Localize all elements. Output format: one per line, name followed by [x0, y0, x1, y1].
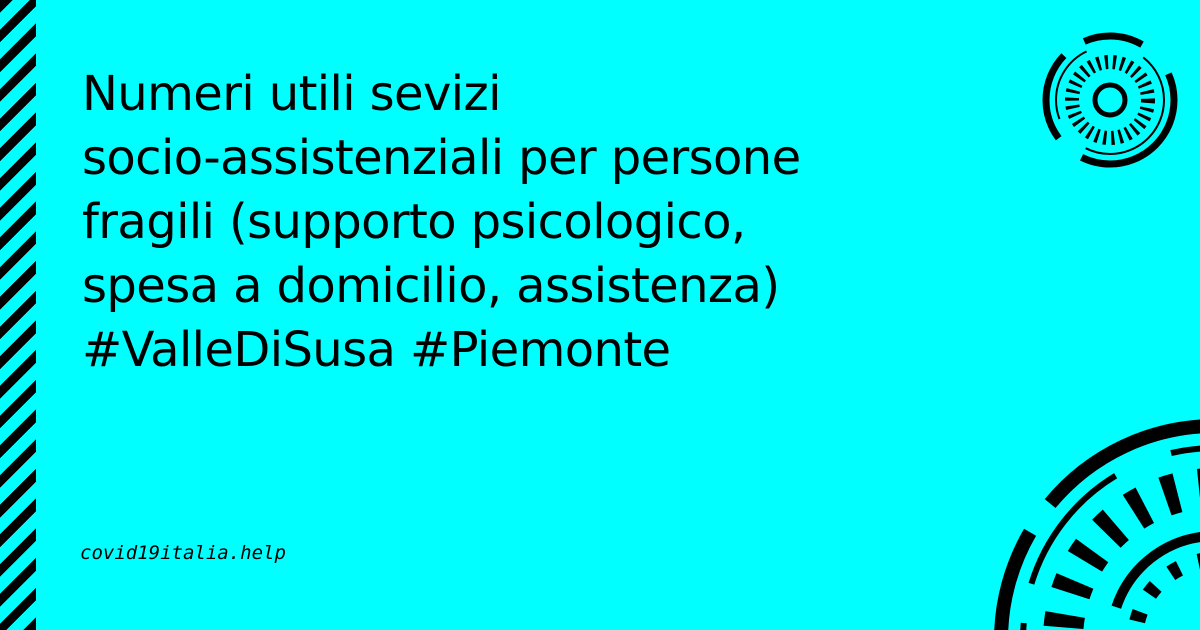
headline-line: #ValleDiSusa #Piemonte: [82, 322, 671, 378]
ring-icon-bottom-right: [1001, 426, 1200, 630]
headline-line: spesa a domicilio, assistenza): [82, 258, 780, 314]
ring-icon-top-right: [1046, 36, 1174, 164]
headline-line: Numeri utili sevizi: [82, 66, 501, 122]
site-url: covid19italia.help: [80, 542, 286, 564]
headline-line: fragili (supporto psicologico,: [82, 194, 746, 250]
headline-line: socio-assistenziali per persone: [82, 130, 801, 186]
